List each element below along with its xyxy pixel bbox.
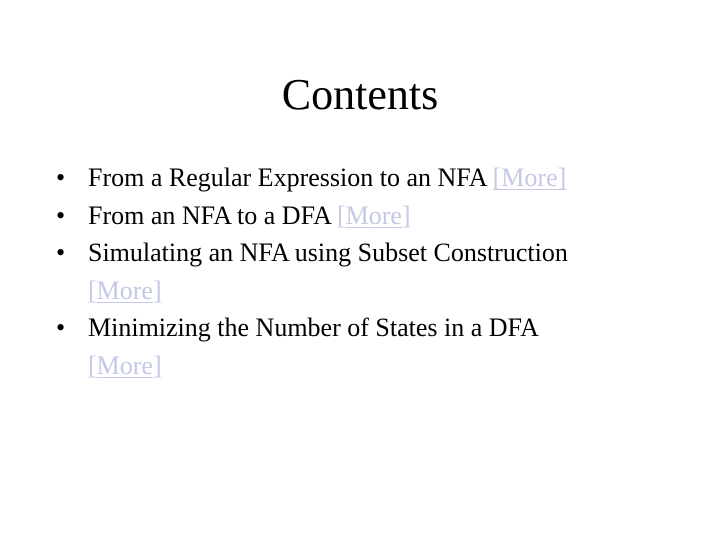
more-link[interactable]: [More] <box>492 163 567 192</box>
bullet-icon: • <box>56 313 66 342</box>
item-text: From an NFA to a DFA <box>88 200 331 230</box>
list-item <box>56 234 676 309</box>
list-item <box>56 159 676 197</box>
more-link[interactable]: [More] <box>88 350 162 380</box>
more-link[interactable]: [More] <box>336 200 411 230</box>
slide-title: Contents <box>281 70 439 119</box>
item-text: Minimizing the Number of States in a DFA <box>88 313 539 342</box>
list-item <box>56 197 676 235</box>
list-item <box>56 309 676 384</box>
bullet-icon: • <box>56 238 66 267</box>
item-text: Simulating an NFA using Subset Construction <box>88 238 568 267</box>
more-link[interactable]: [More] <box>88 275 162 305</box>
bullet-icon: • <box>56 163 66 192</box>
bullet-icon: • <box>56 200 66 230</box>
item-text: From a Regular Expression to an NFA <box>88 163 487 192</box>
contents-list <box>56 159 676 384</box>
